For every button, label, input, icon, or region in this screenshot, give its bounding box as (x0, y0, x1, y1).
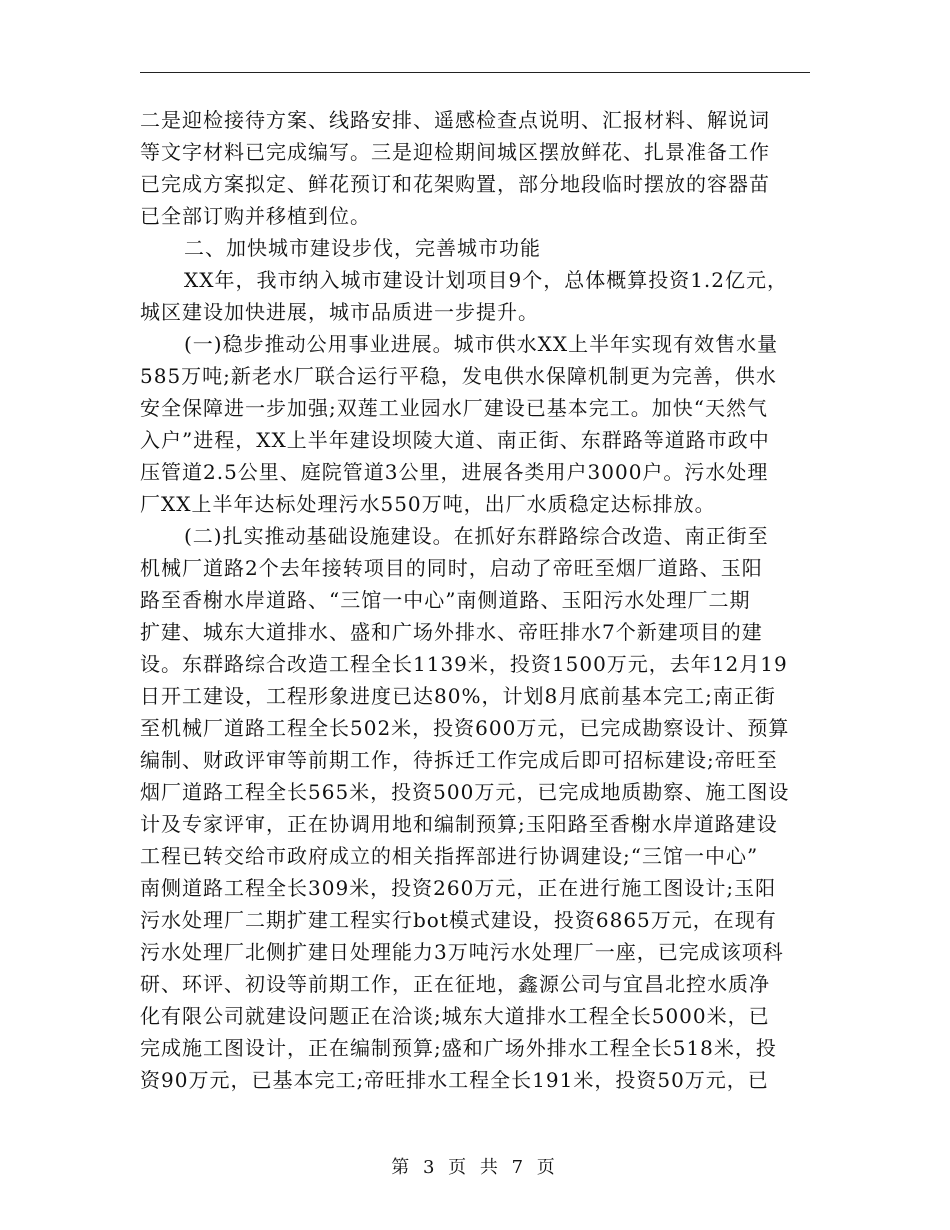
text-line: 烟厂道路工程全长565米，投资500万元，已完成地质勘察、施工图设 (140, 780, 790, 804)
text-line: 日开工建设，工程形象进度已达80%，计划8月底前基本完工;南正街 (140, 684, 776, 708)
text-line: XX年，我市纳入城市建设计划项目9个，总体概算投资1.2亿元， (184, 268, 789, 292)
text-line: 编制、财政评审等前期工作，待拆迁工作完成后即可招标建设;帝旺至 (140, 748, 778, 772)
text-line: 完成施工图设计，正在编制预算;盛和广场外排水工程全长518米，投 (140, 1036, 777, 1060)
text-line: 设。东群路综合改造工程全长1139米，投资1500万元，去年12月19 (140, 652, 788, 676)
text-line: 入户”进程，XX上半年建设坝陵大道、南正街、东群路等道路市政中 (140, 428, 770, 452)
text-line: 城区建设加快进展，城市品质进一步提升。 (140, 300, 539, 324)
text-line: 585万吨;新老水厂联合运行平稳，发电供水保障机制更为完善，供水 (140, 364, 777, 388)
header-rule (140, 72, 810, 73)
text-line: 厂XX上半年达标处理污水550万吨，出厂水质稳定达标排放。 (140, 492, 716, 516)
text-line: 至机械厂道路工程全长502米，投资600万元，已完成勘察设计、预算 (140, 716, 790, 740)
text-line: (一)稳步推动公用事业进展。城市供水XX上半年实现有效售水量 (184, 332, 779, 356)
text-line: 二是迎检接待方案、线路安排、遥感检查点说明、汇报材料、解说词 (140, 108, 770, 132)
text-line: 研、环评、初设等前期工作，正在征地，鑫源公司与宜昌北控水质净 (140, 972, 770, 996)
text-line: 扩建、城东大道排水、盛和广场外排水、帝旺排水7个新建项目的建 (140, 620, 763, 644)
text-line: 机械厂道路2个去年接转项目的同时，启动了帝旺至烟厂道路、玉阳 (140, 556, 763, 580)
text-line: 工程已转交给市政府成立的相关指挥部进行协调建设;“三馆一中心” (140, 844, 759, 868)
text-line: 已完成方案拟定、鲜花预订和花架购置，部分地段临时摆放的容器苗 (140, 172, 770, 196)
page-number: 第 3 页 共 7 页 (391, 1157, 559, 1178)
text-line: 二、加快城市建设步伐，完善城市功能 (184, 236, 541, 260)
document-body (140, 104, 810, 1096)
text-line: 化有限公司就建设问题正在洽谈;城东大道排水工程全长5000米，已 (140, 1004, 770, 1028)
text-line: (二)扎实推动基础设施建设。在抓好东群路综合改造、南正街至 (184, 524, 769, 548)
text-line: 计及专家评审，正在协调用地和编制预算;玉阳路至香榭水岸道路建设 (140, 812, 778, 836)
text-line: 已全部订购并移植到位。 (140, 204, 371, 228)
text-line: 路至香榭水岸道路、“三馆一中心”南侧道路、玉阳污水处理厂二期 (140, 588, 751, 612)
text-line: 污水处理厂二期扩建工程实行bot模式建设，投资6865万元，在现有 (140, 908, 777, 932)
text-line: 压管道2.5公里、庭院管道3公里，进展各类用户3000户。污水处理 (140, 460, 769, 484)
text-line: 等文字材料已完成编写。三是迎检期间城区摆放鲜花、扎景准备工作 (140, 140, 770, 164)
text-line: 资90万元，已基本完工;帝旺排水工程全长191米，投资50万元，已 (140, 1068, 769, 1092)
text-line: 安全保障进一步加强;双莲工业园水厂建设已基本完工。加快“天然气 (140, 396, 768, 420)
text-line: 南侧道路工程全长309米，投资260万元，正在进行施工图设计;玉阳 (140, 876, 777, 900)
text-line: 污水处理厂北侧扩建日处理能力3万吨污水处理厂一座，已完成该项科 (140, 940, 784, 964)
